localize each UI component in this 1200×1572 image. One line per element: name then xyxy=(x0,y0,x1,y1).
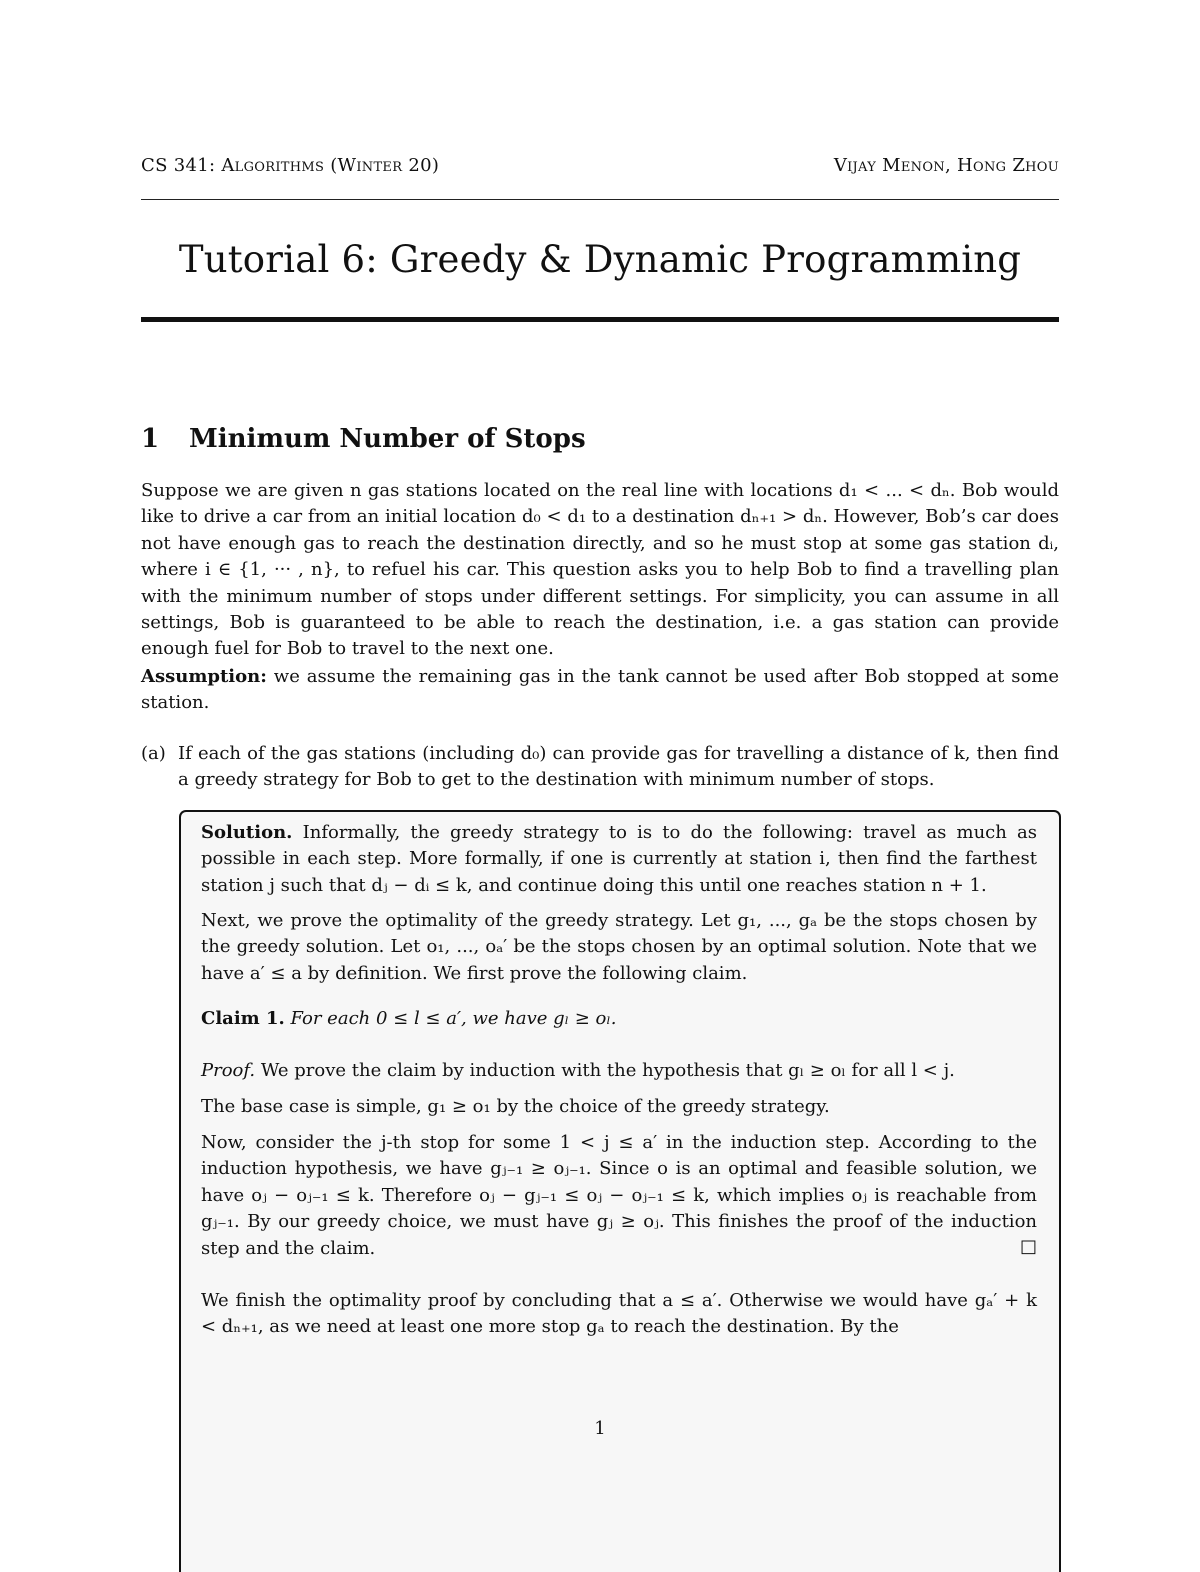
claim-text: For each 0 ≤ l ≤ a′, we have gₗ ≥ oₗ. xyxy=(290,1008,617,1029)
section-number: 1 xyxy=(141,424,160,454)
title-divider xyxy=(141,317,1059,322)
header-divider xyxy=(141,199,1059,200)
solution-paragraph-3: We finish the optimality proof by concluding that a ≤ a′. Otherwise we would have gₐ′ + k < dₙ₊₁, as we need at least one more stop gₐ to reach the destination. By the xyxy=(201,1290,1037,1338)
solution-paragraph-1 xyxy=(201,820,1037,899)
proof-paragraph-2: The base case is simple, g₁ ≥ o₁ by the choice of the greedy strategy. xyxy=(201,1096,830,1117)
course-name: CS 341: Algorithms (Winter 20) xyxy=(141,155,440,176)
qed-symbol: □ xyxy=(1019,1236,1037,1257)
part-a-text: If each of the gas stations (including d₀) can provide gas for travelling a distance of k, then find a greedy strategy for Bob to get to the destination with minimum number of stops. xyxy=(178,743,1059,791)
proof-paragraph-3: Now, consider the j-th stop for some 1 < j ≤ a′ in the induction step. According to the induction hypothesis, we have gⱼ₋₁ ≥ oⱼ₋₁. Since o is an optimal and feasible solution, we have oⱼ − oⱼ₋₁ ≤ k. Therefore oⱼ − gⱼ₋₁ ≤ oⱼ − oⱼ₋₁ ≤ k, which implies oⱼ is reachable from gⱼ₋₁. By our greedy choice, we must have gⱼ ≥ oⱼ. This finishes the proof of the induction step and the claim. xyxy=(201,1132,1037,1259)
claim-label: Claim 1. xyxy=(201,1008,285,1029)
proof-label: Proof. xyxy=(201,1060,256,1081)
page-number: 1 xyxy=(594,1418,606,1439)
assumption-label: Assumption: xyxy=(141,666,267,687)
section-title: Minimum Number of Stops xyxy=(189,424,586,454)
running-header xyxy=(141,155,1059,185)
intro-paragraph: Suppose we are given n gas stations located on the real line with locations d₁ < ... < dₙ. Bob would like to drive a car from an initial location d₀ < d₁ to a destination dₙ₊₁ > dₙ. However, Bob’s car does not have enough gas to reach the destination directly, and so he must stop at some gas station dᵢ, where i ∈ {1, ··· , n}, to refuel his car. This question asks you to help Bob to find a travelling plan with the minimum number of stops under different settings. For simplicity, you can assume in all settings, Bob is guaranteed to be able to reach the destination, i.e. a gas station can provide enough fuel for Bob to travel to the next one. xyxy=(141,480,1059,660)
solution-box xyxy=(179,810,1061,1572)
assumption-text: we assume the remaining gas in the tank cannot be used after Bob stopped at some station. xyxy=(141,666,1059,714)
proof-paragraph-1 xyxy=(201,1058,1037,1084)
solution-text-1: Informally, the greedy strategy to is to do the following: travel as much as possible in each step. More formally, if one is currently at station i, then find the farthest station j such that dⱼ − dᵢ ≤ k, and continue doing this until one reaches station n + 1. xyxy=(201,822,1037,896)
solution-paragraph-2: Next, we prove the optimality of the greedy strategy. Let g₁, ..., gₐ be the stops chosen by the greedy solution. Let o₁, ..., oₐ′ be the stops chosen by an optimal solution. Note that we have a′ ≤ a by definition. We first prove the following claim. xyxy=(201,910,1037,984)
page-title: Tutorial 6: Greedy & Dynamic Programming xyxy=(178,238,1022,281)
proof-text-1: We prove the claim by induction with the hypothesis that gₗ ≥ oₗ for all l < j. xyxy=(260,1060,955,1081)
author-names: Vijay Menon, Hong Zhou xyxy=(833,155,1059,176)
claim xyxy=(201,1006,1037,1032)
assumption-paragraph xyxy=(141,664,1059,717)
part-a-label: (a) xyxy=(141,743,166,764)
section-heading xyxy=(141,424,586,454)
solution-label: Solution. xyxy=(201,822,293,843)
